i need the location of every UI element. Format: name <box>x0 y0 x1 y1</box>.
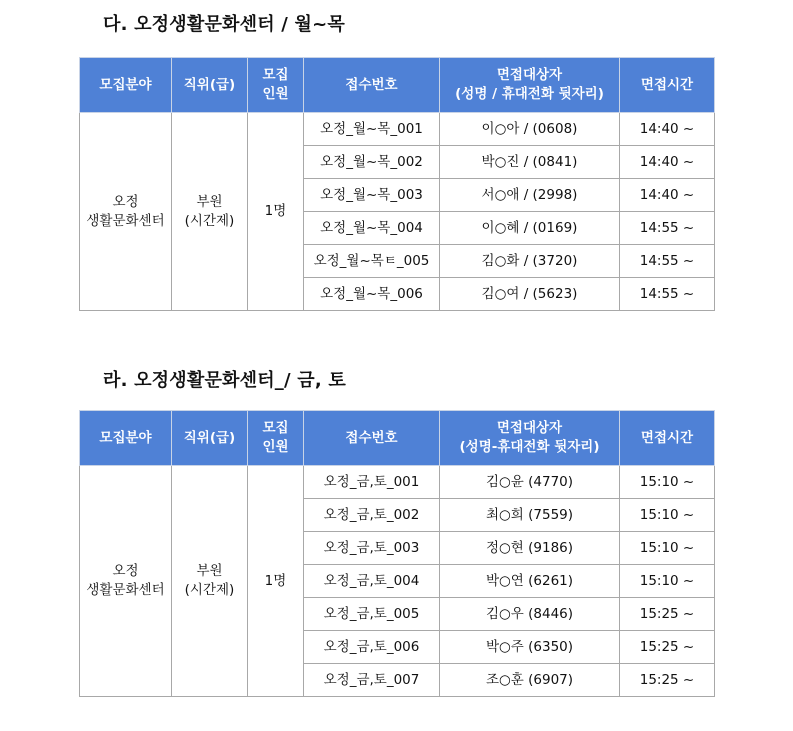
time-cell: 15:25 ~ <box>620 598 715 631</box>
table-row <box>80 466 715 499</box>
header-interviewee <box>440 58 620 113</box>
header-recruit-line1: 모집 <box>262 67 289 83</box>
header-interviewee-line2: (성명-휴대전화 뒷자리) <box>459 439 600 455</box>
interviewee-cell: 김○화 / (3720) <box>440 245 620 278</box>
section-title-weekend: 라. 오정생활문화센터_/ 금, 토 <box>103 370 346 391</box>
receipt-cell: 오정_금,토_005 <box>304 598 440 631</box>
header-receipt: 접수번호 <box>304 58 440 113</box>
interview-table-weekday <box>79 57 715 311</box>
time-cell: 14:40 ~ <box>620 146 715 179</box>
interviewee-cell: 정○현 (9186) <box>440 532 620 565</box>
time-cell: 14:40 ~ <box>620 113 715 146</box>
time-cell: 15:25 ~ <box>620 664 715 697</box>
header-position: 직위(급) <box>172 58 248 113</box>
header-field: 모집분야 <box>80 411 172 466</box>
section-title-weekday: 다. 오정생활문화센터 / 월~목 <box>103 14 345 35</box>
receipt-cell: 오정_금,토_006 <box>304 631 440 664</box>
field-line2: 생활문화센터 <box>86 212 165 229</box>
field-line2: 생활문화센터 <box>86 582 165 598</box>
time-cell: 14:40 ~ <box>620 179 715 212</box>
field-line1: 오정 <box>112 193 139 210</box>
header-recruit-line2: 인원 <box>262 86 289 102</box>
field-cell <box>80 113 172 311</box>
time-cell: 15:10 ~ <box>620 499 715 532</box>
header-interviewee-line1: 면접대상자 <box>496 420 563 436</box>
receipt-cell: 오정_월~목_002 <box>304 146 440 179</box>
position-line2: (시간제) <box>184 582 235 598</box>
receipt-cell: 오정_금,토_003 <box>304 532 440 565</box>
field-cell <box>80 466 172 697</box>
receipt-cell: 오정_금,토_002 <box>304 499 440 532</box>
interviewee-cell: 박○진 / (0841) <box>440 146 620 179</box>
header-time: 면접시간 <box>620 58 715 113</box>
header-position: 직위(급) <box>172 411 248 466</box>
time-cell: 15:25 ~ <box>620 631 715 664</box>
time-cell: 15:10 ~ <box>620 466 715 499</box>
header-row <box>80 411 715 466</box>
interviewee-cell: 이○아 / (0608) <box>440 113 620 146</box>
header-interviewee <box>440 411 620 466</box>
position-line1: 부원 <box>196 563 223 579</box>
receipt-cell: 오정_월~목_004 <box>304 212 440 245</box>
position-cell <box>172 466 248 697</box>
position-line2: (시간제) <box>184 212 235 229</box>
interviewee-cell: 조○훈 (6907) <box>440 664 620 697</box>
header-recruit-line1: 모집 <box>262 420 289 436</box>
header-receipt: 접수번호 <box>304 411 440 466</box>
field-line1: 오정 <box>112 563 139 579</box>
time-cell: 14:55 ~ <box>620 278 715 311</box>
interviewee-cell: 서○애 / (2998) <box>440 179 620 212</box>
count-cell: 1명 <box>248 113 304 311</box>
table-row <box>80 113 715 146</box>
interviewee-cell: 박○주 (6350) <box>440 631 620 664</box>
time-cell: 15:10 ~ <box>620 532 715 565</box>
interviewee-cell: 최○희 (7559) <box>440 499 620 532</box>
time-cell: 15:10 ~ <box>620 565 715 598</box>
receipt-cell: 오정_월~목_006 <box>304 278 440 311</box>
header-row <box>80 58 715 113</box>
count-cell: 1명 <box>248 466 304 697</box>
receipt-cell: 오정_금,토_001 <box>304 466 440 499</box>
receipt-cell: 오정_월~목_003 <box>304 179 440 212</box>
receipt-cell: 오정_금,토_007 <box>304 664 440 697</box>
interviewee-cell: 김○여 / (5623) <box>440 278 620 311</box>
position-cell <box>172 113 248 311</box>
interviewee-cell: 김○우 (8446) <box>440 598 620 631</box>
receipt-cell: 오정_월~목_001 <box>304 113 440 146</box>
interviewee-cell: 김○윤 (4770) <box>440 466 620 499</box>
interview-table-weekend <box>79 410 715 697</box>
receipt-cell: 오정_금,토_004 <box>304 565 440 598</box>
header-field: 모집분야 <box>80 58 172 113</box>
header-recruit-line2: 인원 <box>262 439 289 455</box>
header-interviewee-line1: 면접대상자 <box>496 67 563 83</box>
header-recruit-count <box>248 58 304 113</box>
header-recruit-count <box>248 411 304 466</box>
header-time: 면접시간 <box>620 411 715 466</box>
interviewee-cell: 박○연 (6261) <box>440 565 620 598</box>
interviewee-cell: 이○혜 / (0169) <box>440 212 620 245</box>
time-cell: 14:55 ~ <box>620 245 715 278</box>
time-cell: 14:55 ~ <box>620 212 715 245</box>
receipt-cell: 오정_월~목ㅌ_005 <box>304 245 440 278</box>
position-line1: 부원 <box>196 193 223 210</box>
header-interviewee-line2: (성명 / 휴대전화 뒷자리) <box>455 86 604 102</box>
